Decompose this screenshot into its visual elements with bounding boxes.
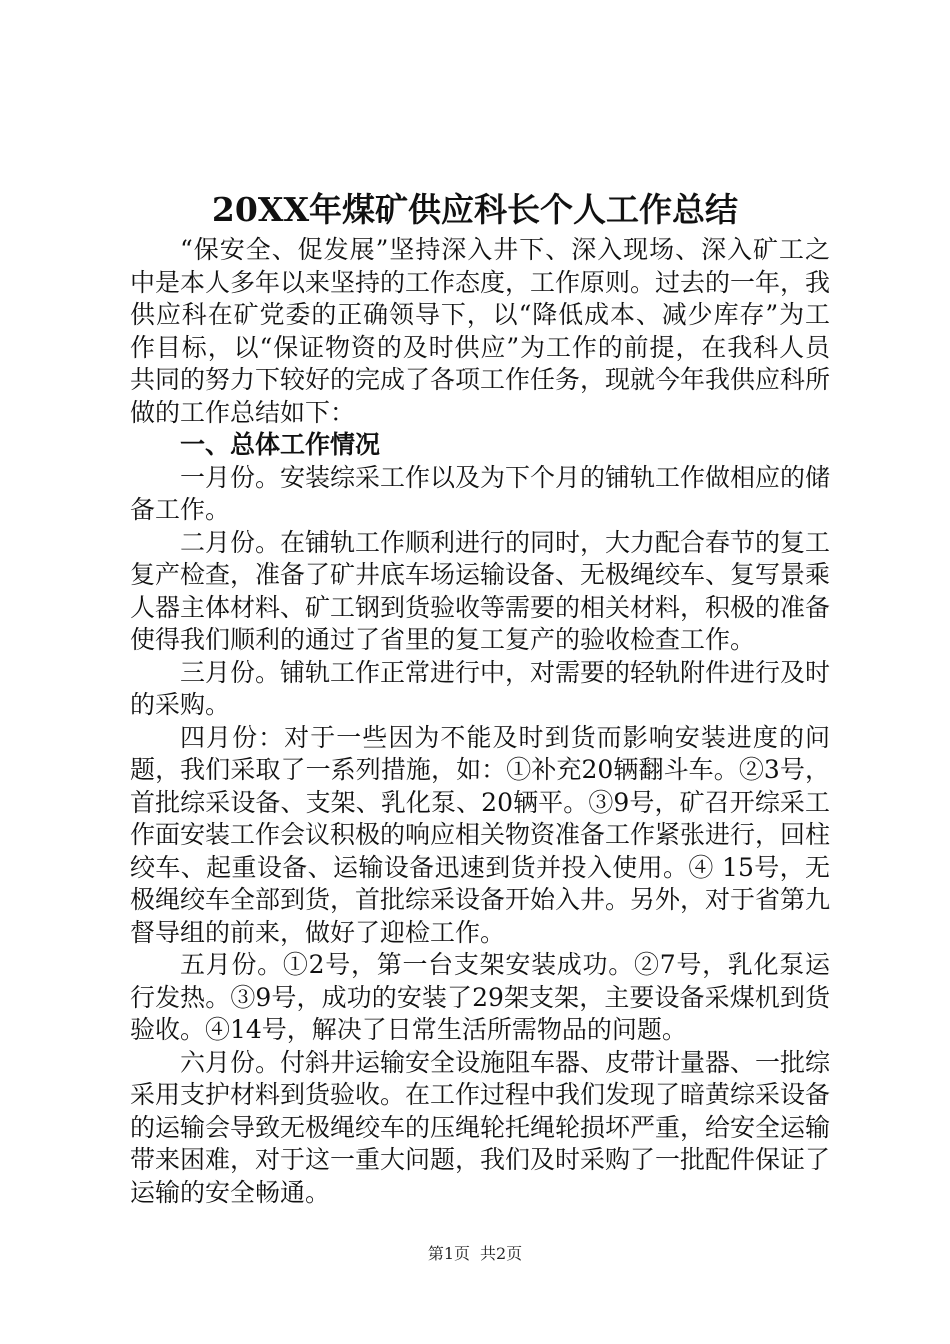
section-heading: 一、总体工作情况: [180, 430, 381, 459]
paragraph-march: 三月份。铺轨工作正常进行中，对需要的轻轨附件进行及时的采购。: [130, 657, 831, 719]
paragraph-may: 五月份。①2号，第一台支架安装成功。②7号，乳化泵运行发热。③9号，成功的安装了29架支架，主要设备采煤机到货验收。④14号，解决了日常生活所需物品的问题。: [130, 950, 830, 1044]
intro-paragraph: “保安全、促发展”坚持深入井下、深入现场、深入矿工之中是本人多年以来坚持的工作态度，工作原则。过去的一年，我供应科在矿党委的正确领导下，以“降低成本、减少库存”为工作目标，以“保证物资的及时供应”为工作的前提，在我科人员共同的努力下较好的完成了各项工作任务，现就今年我供应科所做的工作总结如下：: [130, 235, 831, 427]
paragraph-january: 一月份。安装综采工作以及为下个月的铺轨工作做相应的储备工作。: [130, 462, 831, 524]
document-body: [130, 186, 830, 1209]
document-title: 20XX年煤矿供应科长个人工作总结: [211, 190, 739, 229]
page-number: 第1页: [427, 1244, 470, 1263]
paragraph-june: 六月份。付斜井运输安全设施阻车器、皮带计量器、一批综采用支护材料到货验收。在工作过程中我们发现了暗黄综采设备的运输会导致无极绳绞车的压绳轮托绳轮损坏严重，给安全运输带来困难，对于这一重大问题，我们及时采购了一批配件保证了运输的安全畅通。: [130, 1047, 831, 1207]
page-total: 共2页: [480, 1244, 523, 1263]
paragraph-february: 二月份。在铺轨工作顺利进行的同时，大力配合春节的复工复产检查，准备了矿井底车场运输设备、无极绳绞车、复写景乘人器主体材料、矿工钢到货验收等需要的相关材料，积极的准备使得我们顺利的通过了省里的复工复产的验收检查工作。: [130, 527, 831, 654]
paragraph-april: 四月份：对于一些因为不能及时到货而影响安装进度的问题，我们采取了一系列措施，如：①补充20辆翻斗车。②3号，首批综采设备、支架、乳化泵、20辆平。③9号，矿召开综采工作面安装工作会议积极的响应相关物资准备工作紧张进行，回柱绞车、起重设备、运输设备迅速到货并投入使用。④ 15号，无极绳绞车全部到货，首批综采设备开始入井。另外，对于省第九督导组的前来，做好了迎检工作。: [130, 722, 831, 947]
page-footer: [0, 1244, 950, 1264]
